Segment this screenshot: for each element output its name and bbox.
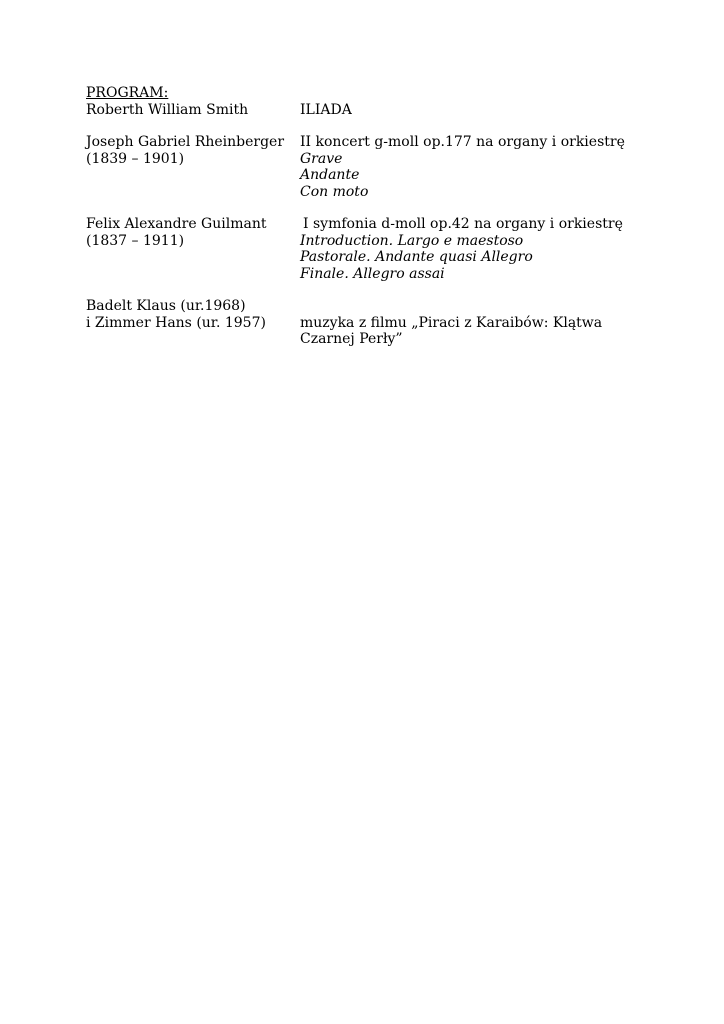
movement: Con moto [300, 183, 369, 200]
work-title: muzyka z filmu „Piraci z Karaibów: Klątwa Czarnej Perły” [300, 314, 603, 347]
work-title: I symfonia d-moll op.42 na organy i orkiestrę [303, 216, 623, 232]
work-block [300, 216, 646, 282]
composer-name: Roberth William Smith [86, 101, 249, 118]
work-block [300, 298, 646, 347]
program-entry-smith [86, 102, 646, 119]
program-document [86, 85, 646, 347]
program-heading: PROGRAM: [86, 85, 169, 101]
work-title: ILIADA [300, 101, 352, 118]
program-entry-badelt-zimmer [86, 298, 646, 347]
movement: Finale. Allegro assai [300, 265, 445, 282]
work-block [300, 102, 646, 119]
movement: Pastorale. Andante quasi Allegro [300, 249, 533, 265]
composer-block [86, 102, 300, 119]
work-title: II koncert g-moll op.177 na organy i orkiestrę [300, 134, 625, 150]
composer-dates: (1837 – 1911) [86, 232, 185, 249]
movement: Andante [300, 167, 360, 183]
program-entry-guilmant [86, 216, 646, 282]
movement: Introduction. Largo e maestoso [300, 232, 524, 249]
composer-name: Felix Alexandre Guilmant [86, 216, 267, 232]
spacer [300, 298, 646, 315]
movement: Grave [300, 150, 343, 167]
composer-name: Badelt Klaus (ur.1968) [86, 298, 246, 314]
composer-name-secondary: i Zimmer Hans (ur. 1957) [86, 314, 266, 331]
composer-block [86, 298, 300, 331]
composer-dates: (1839 – 1901) [86, 150, 185, 167]
composer-block [86, 216, 300, 282]
program-entry-rheinberger [86, 134, 646, 200]
composer-block [86, 134, 300, 200]
work-block [300, 134, 646, 200]
composer-name: Joseph Gabriel Rheinberger [86, 134, 285, 150]
